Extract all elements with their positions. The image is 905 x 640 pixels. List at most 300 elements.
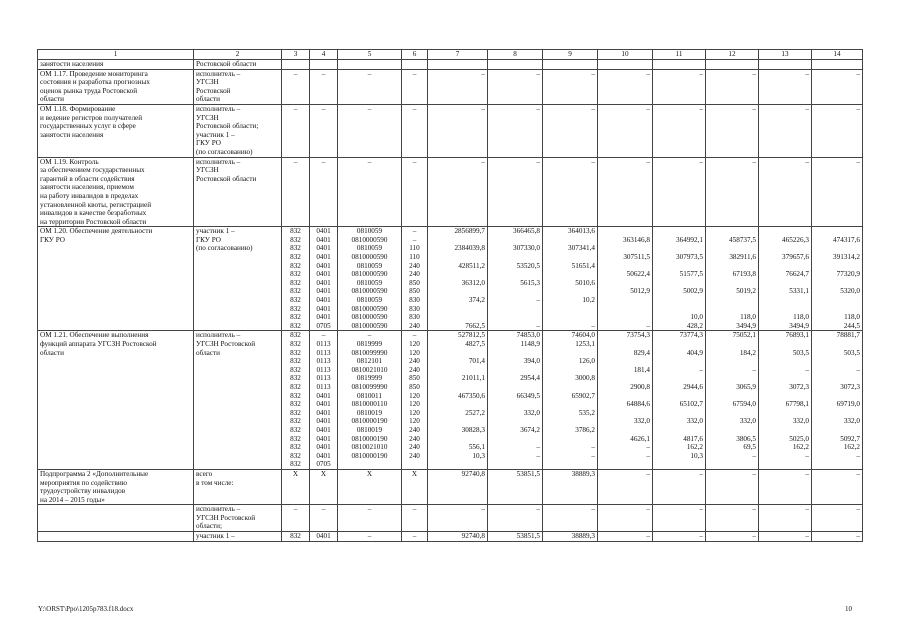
cell-line (708, 262, 756, 271)
cell-c14 (812, 505, 863, 532)
cell-line: 0113 (316, 365, 331, 374)
cell-line: ГКУ РО (196, 235, 221, 244)
cell-line: 69719,0 (836, 400, 860, 409)
cell-line (814, 340, 860, 349)
cell-c14 (812, 157, 863, 227)
cell-line: 162,2 (843, 443, 860, 452)
cell-c2 (194, 331, 282, 470)
cell-line: 832 (290, 434, 301, 443)
col-header: 5 (338, 50, 402, 60)
cell-c5 (338, 60, 402, 70)
cell-line: X (292, 469, 299, 478)
cell-line: Подпрограмма 2 «Дополнительные (40, 469, 149, 478)
cell-line: – (699, 532, 703, 541)
cell-line: 0810059 (356, 244, 383, 253)
table-row (38, 331, 863, 470)
cell-c6 (402, 331, 428, 470)
cell-line: – (412, 157, 417, 166)
cell-line: 36312,0 (461, 278, 485, 287)
cell-line: – (293, 104, 298, 113)
cell-line (761, 262, 809, 271)
cell-line: – (536, 296, 540, 305)
cell-line: 0401 (316, 451, 331, 460)
cell-c12 (706, 505, 759, 532)
cell-line (761, 409, 809, 418)
cell-line: 64884,6 (626, 400, 650, 409)
cell-line: 5615,3 (520, 278, 540, 287)
cell-c10 (598, 69, 653, 104)
cell-line: 181,4 (633, 365, 650, 374)
cell-line: – (367, 532, 372, 541)
cell-line: 832 (290, 331, 301, 340)
cell-line: – (752, 532, 756, 541)
cell-line: 832 (290, 287, 301, 296)
cell-line: – (805, 104, 809, 113)
cell-line: оценок рынка труда Ростовской (40, 86, 138, 95)
cell-line: области (40, 348, 65, 357)
cell-line: – (856, 104, 860, 113)
cell-line (340, 460, 399, 469)
cell-line: 240 (409, 425, 420, 434)
cell-line: 10,3 (690, 451, 703, 460)
cell-line: 0810000590 (351, 321, 388, 330)
cell-line (545, 253, 595, 262)
cell-line (600, 374, 650, 383)
cell-line: – (536, 157, 540, 166)
cell-c4 (310, 532, 338, 542)
cell-line: – (805, 505, 809, 514)
col-header: 12 (706, 50, 759, 60)
col-header: 7 (428, 50, 488, 60)
table-row (38, 505, 863, 532)
cell-c5 (338, 104, 402, 157)
cell-c12 (706, 469, 759, 504)
cell-line: – (646, 321, 650, 330)
cell-line: – (752, 69, 756, 78)
cell-line: 66349,5 (516, 391, 540, 400)
cell-line (545, 349, 595, 358)
cell-line: 0810099990 (351, 348, 388, 357)
cell-c2 (194, 69, 282, 104)
cell-line: 77320,9 (836, 270, 860, 279)
cell-line: 832 (290, 340, 301, 348)
cell-line: – (856, 505, 860, 514)
cell-line: 73754,3 (626, 331, 650, 340)
cell-c11 (653, 69, 706, 104)
cell-line: 74853,0 (516, 331, 540, 340)
cell-line: 374,2 (468, 296, 485, 305)
cell-line (430, 313, 485, 322)
cell-line: 0705 (316, 460, 331, 469)
cell-line: ОМ 1.18. Формирование (40, 104, 116, 113)
cell-line: 832 (290, 261, 301, 270)
cell-line (708, 460, 756, 469)
cell-c4 (310, 60, 338, 70)
cell-c11 (653, 331, 706, 470)
cell-c2 (194, 157, 282, 227)
cell-c8 (488, 331, 543, 470)
cell-line: 10,2 (582, 296, 595, 305)
cell-line: 0113 (316, 357, 331, 366)
col-header: 9 (543, 50, 598, 60)
cell-line: 53851,5 (516, 532, 540, 541)
cell-line: – (293, 157, 298, 166)
cell-line: 67193,8 (732, 270, 756, 279)
cell-line: – (856, 532, 860, 541)
cell-line (655, 357, 703, 366)
cell-line: 65102,7 (679, 400, 703, 409)
cell-c8 (488, 227, 543, 331)
cell-line: 7662,5 (465, 321, 485, 330)
cell-line (340, 60, 399, 69)
cell-c4 (310, 469, 338, 504)
cell-line (490, 253, 540, 262)
cell-line: 0812101 (356, 357, 383, 366)
cell-line: – (856, 469, 860, 478)
cell-line: 0810059 (356, 227, 383, 236)
cell-line: 118,0 (740, 313, 756, 322)
cell-line: 5331,1 (789, 287, 809, 296)
cell-line: – (646, 157, 650, 166)
cell-line: – (805, 532, 809, 541)
cell-line: 832 (290, 321, 301, 330)
cell-line (600, 460, 650, 469)
cell-line: 850 (409, 287, 420, 296)
cell-line: – (293, 505, 298, 514)
cell-line: 38889,3 (571, 532, 595, 541)
cell-line: 0810000590 (351, 235, 388, 244)
cell-line (761, 60, 809, 69)
cell-line (814, 227, 860, 236)
cell-line: – (646, 451, 650, 460)
cell-line: – (752, 365, 756, 374)
cell-line (814, 305, 860, 314)
cell-line: 527812,5 (458, 331, 485, 340)
cell-c14 (812, 60, 863, 70)
cell-line: 832 (290, 304, 301, 313)
cell-c6 (402, 104, 428, 157)
cell-line (761, 374, 809, 383)
cell-c7 (428, 331, 488, 470)
cell-line: 0810000590 (351, 287, 388, 296)
cell-line: – (481, 69, 485, 78)
cell-c12 (706, 331, 759, 470)
cell-line (708, 60, 756, 69)
cell-line: 832 (290, 425, 301, 434)
cell-c8 (488, 69, 543, 104)
cell-line: гарантий в области содействия (40, 174, 135, 183)
cell-line: 832 (290, 400, 301, 409)
cell-line: X (366, 469, 373, 478)
cell-line: – (646, 532, 650, 541)
cell-line (814, 460, 860, 469)
cell-line: 76893,1 (785, 331, 809, 340)
cell-line: 0810019 (356, 408, 383, 417)
cell-line: области (196, 348, 221, 357)
cell-line: – (856, 365, 860, 374)
cell-line: – (321, 157, 326, 166)
cell-line (490, 366, 540, 375)
cell-line: 240 (409, 357, 420, 366)
cell-line (655, 392, 703, 401)
cell-line: (по согласованию) (196, 147, 253, 156)
cell-c5 (338, 469, 402, 504)
cell-c12 (706, 60, 759, 70)
cell-c5 (338, 157, 402, 227)
cell-line (490, 383, 540, 392)
cell-line (600, 392, 650, 401)
cell-line (545, 435, 595, 444)
cell-c6 (402, 69, 428, 104)
col-header: 10 (598, 50, 653, 60)
cell-line: 53520,5 (516, 261, 540, 270)
cell-line: – (646, 104, 650, 113)
cell-line: функций аппарата УГСЗН Ростовской (40, 340, 157, 348)
cell-line: 110 (409, 253, 420, 262)
cell-line: УГСЗН Ростовской (196, 513, 256, 522)
cell-line: 1148,9 (520, 340, 540, 348)
col-header: 2 (194, 50, 282, 60)
cell-line: – (536, 505, 540, 514)
cell-line: – (805, 157, 809, 166)
cell-line: – (591, 451, 595, 460)
cell-line: УГСЗН (196, 78, 219, 87)
cell-line (430, 270, 485, 279)
cell-line (600, 262, 650, 271)
cell-line: – (536, 104, 540, 113)
cell-line (545, 313, 595, 322)
cell-line: 474317,6 (833, 235, 860, 244)
cell-line (655, 296, 703, 305)
cell-c9 (543, 157, 598, 227)
cell-c11 (653, 532, 706, 542)
cell-line: 244,5 (843, 321, 860, 330)
cell-line: – (752, 104, 756, 113)
cell-line: 832 (290, 270, 301, 279)
cell-line (708, 340, 756, 349)
cell-c4 (310, 157, 338, 227)
cell-line (814, 279, 860, 288)
cell-line (545, 270, 595, 279)
cell-c3 (282, 532, 310, 542)
cell-c3 (282, 157, 310, 227)
cell-line: области (196, 95, 221, 104)
cell-line: 0705 (316, 321, 331, 330)
cell-line: 0810021010 (351, 443, 388, 452)
cell-line: исполнитель – (196, 331, 241, 340)
cell-line: 3000,8 (575, 374, 595, 383)
cell-c4 (310, 69, 338, 104)
cell-c1 (38, 60, 194, 70)
cell-line (708, 244, 756, 253)
cell-line: 832 (290, 408, 301, 417)
cell-c6 (402, 157, 428, 227)
cell-line (545, 417, 595, 426)
cell-line: – (536, 443, 540, 452)
cell-line (545, 287, 595, 296)
cell-line: в том числе: (196, 478, 234, 487)
col-header: 13 (759, 50, 812, 60)
cell-c1 (38, 532, 194, 542)
cell-c2 (194, 532, 282, 542)
cell-line: 76624,7 (785, 270, 809, 279)
cell-c11 (653, 505, 706, 532)
cell-line: 240 (409, 321, 420, 330)
cell-line: – (699, 157, 703, 166)
cell-line: – (752, 505, 756, 514)
cell-line: 4626,1 (630, 434, 650, 443)
cell-line: 832 (290, 532, 301, 541)
cell-line (761, 357, 809, 366)
cell-line: 0810000590 (351, 304, 388, 313)
cell-line: исполнитель – (196, 505, 241, 514)
cell-line (40, 532, 191, 541)
cell-line (761, 296, 809, 305)
cell-line: 503,5 (792, 348, 809, 357)
cell-line (708, 392, 756, 401)
col-header: 1 (38, 50, 194, 60)
cell-c10 (598, 469, 653, 504)
cell-c1 (38, 157, 194, 227)
cell-line: 5092,7 (840, 434, 860, 443)
cell-line: 0810059 (356, 278, 383, 287)
cell-c14 (812, 227, 863, 331)
cell-line: 0810059 (356, 296, 383, 305)
cell-line (655, 374, 703, 383)
cell-line: 65902,7 (571, 391, 595, 400)
cell-line (430, 460, 485, 469)
cell-line: 2954,4 (520, 374, 540, 383)
cell-line: 332,0 (792, 417, 809, 426)
cell-line: 0819999 (356, 374, 383, 383)
cell-line (40, 505, 191, 514)
cell-line (655, 262, 703, 271)
cell-line (761, 340, 809, 349)
cell-line: 503,5 (843, 348, 860, 357)
cell-line (430, 236, 485, 245)
cell-line (430, 383, 485, 392)
cell-c13 (759, 157, 812, 227)
cell-line: 832 (290, 417, 301, 426)
cell-c8 (488, 157, 543, 227)
cell-line: 0810021010 (351, 365, 388, 374)
cell-line: Ростовской области (196, 174, 257, 183)
cell-line: на работу инвалидов в пределах (40, 191, 139, 200)
cell-c7 (428, 532, 488, 542)
cell-line: 0401 (316, 400, 331, 409)
cell-line (814, 296, 860, 305)
cell-line: 832 (290, 391, 301, 400)
cell-line (490, 349, 540, 358)
cell-line: – (412, 227, 417, 236)
cell-line: 21011,1 (461, 374, 485, 383)
budget-table (37, 49, 863, 542)
cell-line: 118,0 (844, 313, 860, 322)
cell-c8 (488, 469, 543, 504)
cell-line: 0810000190 (351, 417, 388, 426)
cell-line: Ростовской области; (196, 122, 259, 131)
cell-line: – (412, 69, 417, 78)
cell-line: – (591, 321, 595, 330)
cell-line: 92740,8 (461, 469, 485, 478)
cell-line: 0401 (316, 434, 331, 443)
cell-c1 (38, 227, 194, 331)
cell-line: – (367, 104, 372, 113)
cell-line: 5002,9 (683, 287, 703, 296)
table-row (38, 532, 863, 542)
cell-c9 (543, 469, 598, 504)
cell-line (600, 305, 650, 314)
cell-line: Ростовской области (196, 60, 257, 68)
cell-line: 0401 (316, 313, 331, 322)
cell-line: 364992,1 (676, 235, 703, 244)
cell-line (655, 426, 703, 435)
cell-line (490, 305, 540, 314)
cell-line: – (412, 104, 417, 113)
cell-c12 (706, 157, 759, 227)
cell-line: ГКУ РО (196, 139, 221, 148)
cell-line: 120 (409, 417, 420, 426)
cell-line: участник 1 – (196, 227, 235, 236)
cell-line: – (536, 69, 540, 78)
cell-line (490, 417, 540, 426)
cell-line (708, 357, 756, 366)
cell-line: – (805, 69, 809, 78)
cell-line: 240 (409, 261, 420, 270)
cell-c8 (488, 60, 543, 70)
cell-c13 (759, 505, 812, 532)
cell-c11 (653, 104, 706, 157)
cell-line: 0810059 (356, 261, 383, 270)
cell-line (655, 460, 703, 469)
cell-line: ОМ 1.21. Обеспечение выполнения (40, 331, 149, 340)
cell-c6 (402, 227, 428, 331)
cell-line: 120 (409, 408, 420, 417)
cell-line: 332,0 (843, 417, 860, 426)
cell-line: 394,0 (523, 357, 540, 366)
cell-line: 2856899,7 (454, 227, 485, 236)
cell-line: 379657,6 (782, 253, 809, 262)
cell-line: 4827,5 (465, 340, 485, 348)
cell-c11 (653, 469, 706, 504)
cell-line (545, 400, 595, 409)
cell-line: 0401 (316, 391, 331, 400)
cell-line: 363146,8 (623, 235, 650, 244)
cell-line (600, 60, 650, 69)
cell-c7 (428, 505, 488, 532)
cell-line: 0810000190 (351, 434, 388, 443)
cell-line: – (481, 157, 485, 166)
cell-line: – (805, 365, 809, 374)
cell-line: 110 (409, 244, 420, 253)
cell-line: УГСЗН (196, 166, 219, 175)
cell-line: 3806,5 (736, 434, 756, 443)
cell-line: – (321, 69, 326, 78)
cell-c14 (812, 532, 863, 542)
cell-c9 (543, 69, 598, 104)
cell-c8 (488, 532, 543, 542)
cell-line: 832 (290, 374, 301, 383)
cell-line: государственных услуг в сфере (40, 122, 136, 131)
cell-line: – (367, 157, 372, 166)
cell-line (600, 227, 650, 236)
cell-line (708, 374, 756, 383)
cell-c5 (338, 227, 402, 331)
cell-line: 850 (409, 278, 420, 287)
cell-line (814, 262, 860, 271)
col-header: 11 (653, 50, 706, 60)
cell-line: 428511,2 (458, 261, 485, 270)
